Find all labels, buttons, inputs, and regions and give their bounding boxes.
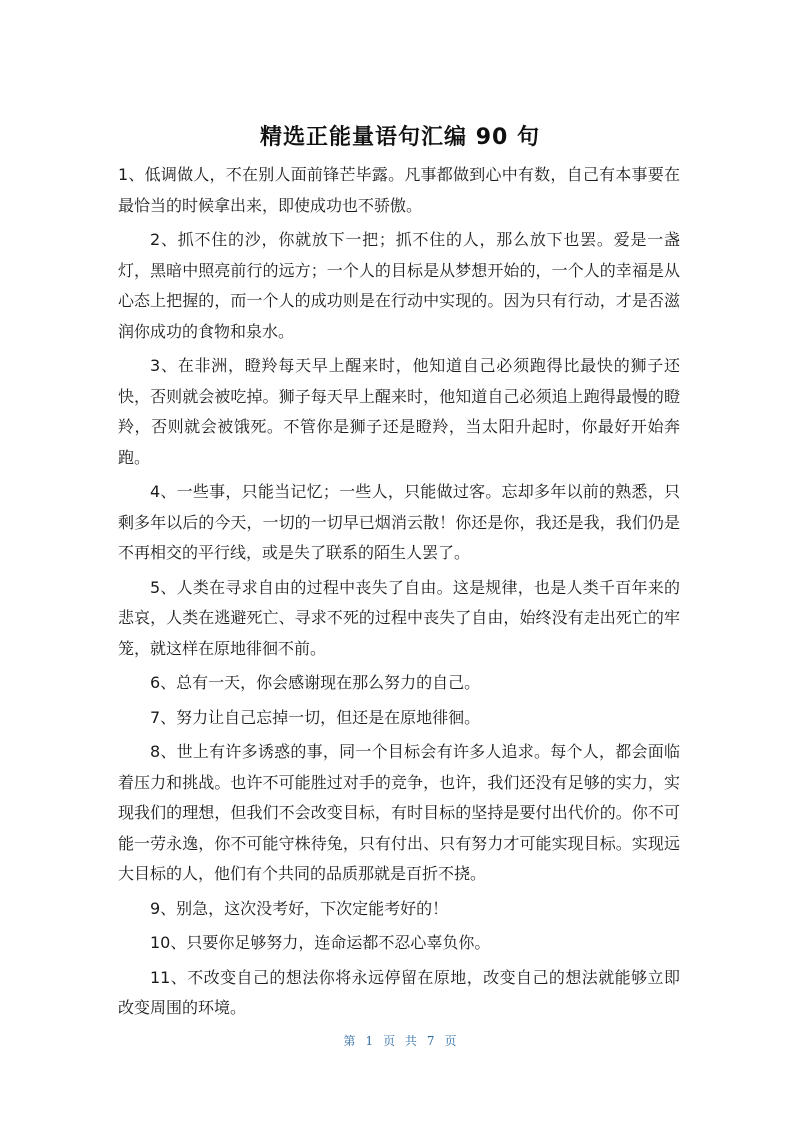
paragraph-10: 10、只要你足够努力，连命运都不忍心辜负你。 [150, 933, 491, 952]
footer-current-page: 1 [365, 1034, 374, 1048]
page-title: 精选正能量语句汇编 90 句 [260, 125, 540, 150]
paragraph-6: 6、总有一天，你会感谢现在那么努力的自己。 [150, 673, 481, 692]
footer-total-pages: 7 [426, 1034, 435, 1048]
paragraph-9: 9、别急，这次没考好，下次定能考好的！ [150, 898, 449, 918]
paragraph-1: 1、低调做人，不在别人面前锋芒毕露。凡事都做到心中有数，自己有本事要在最恰当的时候拿出来，即使成功也不骄傲。 [118, 165, 680, 215]
paragraph-3: 3、在非洲，瞪羚每天早上醒来时，他知道自己必须跑得比最快的狮子还快，否则就会被吃掉。狮子每天早上醒来时，他知道自己必须追上跑得最慢的瞪羚，否则就会被饿死。不管你是狮子还是瞪羚，当太阳升起时，你最好开始奔跑。 [118, 356, 680, 467]
paragraph-7: 7、努力让自己忘掉一切，但还是在原地徘徊。 [150, 707, 481, 727]
paragraph-5: 5、人类在寻求自由的过程中丧失了自由。这是规律，也是人类千百年来的悲哀，人类在逃避死亡、寻求不死的过程中丧失了自由，始终没有走出死亡的牢笼，就这样在原地徘徊不前。 [118, 577, 680, 658]
paragraph-2: 2、抓不住的沙，你就放下一把；抓不住的人，那么放下也罢。爱是一盏灯，黑暗中照亮前行的远方；一个人的目标是从梦想开始的，一个人的幸福是从心态上把握的，而一个人的成功则是在行动中实现的。因为只有行动，才是否滋润你成功的食物和泉水。 [118, 230, 680, 341]
paragraph-11: 11、不改变自己的想法你将永远停留在原地，改变自己的想法就能够立即改变周围的环境。 [118, 967, 680, 1017]
page-footer [0, 1032, 800, 1049]
footer-word-di: 第 [343, 1034, 356, 1048]
footer-word-ye: 页 [444, 1034, 457, 1048]
footer-word-ye-gong: 页 共 [383, 1034, 417, 1048]
body-text [118, 160, 680, 1028]
paragraph-4: 4、一些事，只能当记忆；一些人，只能做过客。忘却多年以前的熟悉，只剩多年以后的今天，一切的一切早已烟消云散！你还是你，我还是我，我们仍是不再相交的平行线，或是失了联系的陌生人罢了。 [118, 482, 680, 562]
paragraph-8: 8、世上有许多诱惑的事，同一个目标会有许多人追求。每个人，都会面临着压力和挑战。也许不可能胜过对手的竞争，也许，我们还没有足够的实力，实现我们的理想，但我们不会改变目标，有时目标的坚持是要付出代价的。你不可能一劳永逸，你不可能守株待兔，只有付出、只有努力才可能实现目标。实现远大目标的人，他们有个共同的品质那就是百折不挠。 [118, 742, 680, 883]
